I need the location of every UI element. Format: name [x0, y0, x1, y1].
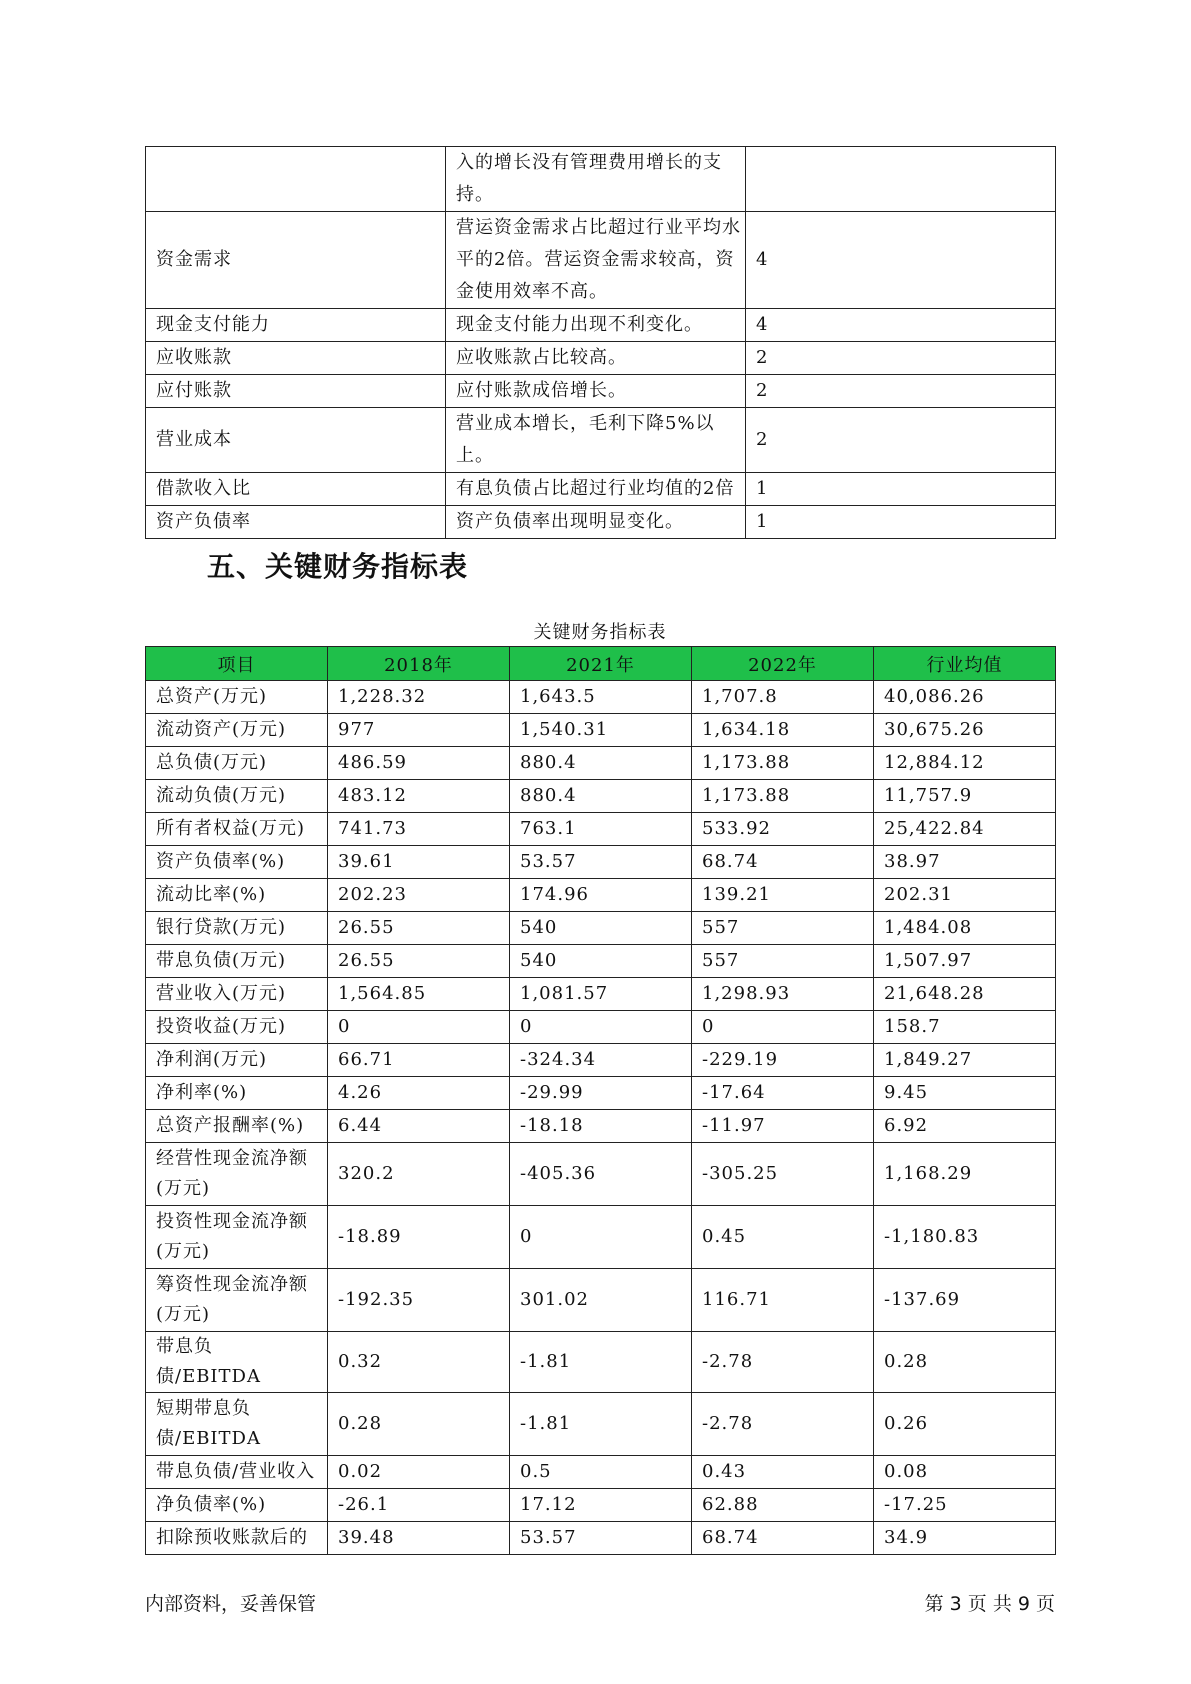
value-2021: 540	[510, 945, 692, 978]
value-2022: -229.19	[692, 1044, 874, 1077]
risk-description: 营业成本增长，毛利下降5%以上。	[446, 408, 746, 473]
column-header: 2018年	[328, 647, 510, 681]
value-2021: 174.96	[510, 879, 692, 912]
risk-score: 1	[746, 473, 1056, 506]
value-2022: 0	[692, 1011, 874, 1044]
risk-score	[746, 147, 1056, 212]
table-row	[146, 506, 1056, 539]
value-industry-average: 21,648.28	[874, 978, 1056, 1011]
value-industry-average: 11,757.9	[874, 780, 1056, 813]
indicator-name: 流动资产(万元)	[146, 714, 328, 747]
table-row	[146, 879, 1056, 912]
risk-item: 现金支付能力	[146, 309, 446, 342]
risk-score: 4	[746, 212, 1056, 309]
value-industry-average: -1,180.83	[874, 1206, 1056, 1269]
table-row	[146, 408, 1056, 473]
table-caption: 关键财务指标表	[533, 622, 667, 643]
risk-item: 借款收入比	[146, 473, 446, 506]
indicator-name: 资产负债率(%)	[146, 846, 328, 879]
indicator-name: 净利率(%)	[146, 1077, 328, 1110]
indicator-name: 营业收入(万元)	[146, 978, 328, 1011]
value-2021: 17.12	[510, 1489, 692, 1522]
value-industry-average: 25,422.84	[874, 813, 1056, 846]
indicator-name: 总资产报酬率(%)	[146, 1110, 328, 1143]
value-industry-average: 1,484.08	[874, 912, 1056, 945]
value-2018: 39.48	[328, 1522, 510, 1555]
table-row	[146, 780, 1056, 813]
value-2018: 26.55	[328, 912, 510, 945]
value-industry-average: 1,168.29	[874, 1143, 1056, 1206]
value-2021: -1.81	[510, 1393, 692, 1456]
risk-item: 应付账款	[146, 375, 446, 408]
value-2021: -29.99	[510, 1077, 692, 1110]
value-2022: 0.45	[692, 1206, 874, 1269]
risk-description: 入的增长没有管理费用增长的支持。	[446, 147, 746, 212]
value-2021: -18.18	[510, 1110, 692, 1143]
risk-score: 1	[746, 506, 1056, 539]
value-2022: 557	[692, 945, 874, 978]
value-2018: 39.61	[328, 846, 510, 879]
value-2022: -2.78	[692, 1332, 874, 1393]
table-row	[146, 978, 1056, 1011]
table-row	[146, 1044, 1056, 1077]
indicator-name: 短期带息负债/EBITDA	[146, 1393, 328, 1456]
value-2021: 53.57	[510, 846, 692, 879]
value-2021: 0.5	[510, 1456, 692, 1489]
indicator-name: 带息负债/营业收入	[146, 1456, 328, 1489]
value-2018: 1,564.85	[328, 978, 510, 1011]
table-row	[146, 1206, 1056, 1269]
value-2021: 1,081.57	[510, 978, 692, 1011]
risk-item	[146, 147, 446, 212]
risk-description: 资产负债率出现明显变化。	[446, 506, 746, 539]
risk-description: 现金支付能力出现不利变化。	[446, 309, 746, 342]
value-2021: 540	[510, 912, 692, 945]
value-industry-average: 158.7	[874, 1011, 1056, 1044]
value-2018: 741.73	[328, 813, 510, 846]
value-2018: 483.12	[328, 780, 510, 813]
value-2022: 1,173.88	[692, 780, 874, 813]
indicator-name: 总资产(万元)	[146, 681, 328, 714]
risk-description: 应付账款成倍增长。	[446, 375, 746, 408]
value-2018: 0.28	[328, 1393, 510, 1456]
value-2018: -26.1	[328, 1489, 510, 1522]
value-2022: -17.64	[692, 1077, 874, 1110]
value-2018: 0	[328, 1011, 510, 1044]
section-heading: 五、关键财务指标表	[207, 550, 469, 583]
value-industry-average: 0.28	[874, 1332, 1056, 1393]
value-2021: 53.57	[510, 1522, 692, 1555]
value-industry-average: 12,884.12	[874, 747, 1056, 780]
value-2021: 0	[510, 1011, 692, 1044]
value-2022: 533.92	[692, 813, 874, 846]
risk-score: 4	[746, 309, 1056, 342]
table-header-row	[146, 647, 1056, 681]
risk-score: 2	[746, 375, 1056, 408]
table-row	[146, 342, 1056, 375]
value-industry-average: 0.26	[874, 1393, 1056, 1456]
value-2022: 139.21	[692, 879, 874, 912]
value-2022: -305.25	[692, 1143, 874, 1206]
financial-table-body	[146, 681, 1056, 1555]
value-2021: 301.02	[510, 1269, 692, 1332]
value-2018: 486.59	[328, 747, 510, 780]
value-2021: 763.1	[510, 813, 692, 846]
value-industry-average: 0.08	[874, 1456, 1056, 1489]
value-2018: 202.23	[328, 879, 510, 912]
value-2018: 6.44	[328, 1110, 510, 1143]
table-row	[146, 1269, 1056, 1332]
footer-page-number: 第 3 页 共 9 页	[924, 1593, 1055, 1615]
column-header: 项目	[146, 647, 328, 681]
table-row	[146, 1522, 1056, 1555]
value-industry-average: 34.9	[874, 1522, 1056, 1555]
value-2022: 116.71	[692, 1269, 874, 1332]
risk-item: 资产负债率	[146, 506, 446, 539]
value-2018: 66.71	[328, 1044, 510, 1077]
value-industry-average: 6.92	[874, 1110, 1056, 1143]
value-2022: 0.43	[692, 1456, 874, 1489]
value-2018: -192.35	[328, 1269, 510, 1332]
risk-item: 资金需求	[146, 212, 446, 309]
value-2021: 880.4	[510, 780, 692, 813]
indicator-name: 扣除预收账款后的	[146, 1522, 328, 1555]
table-row	[146, 1393, 1056, 1456]
value-industry-average: -137.69	[874, 1269, 1056, 1332]
value-industry-average: 9.45	[874, 1077, 1056, 1110]
table-row	[146, 747, 1056, 780]
value-2021: 0	[510, 1206, 692, 1269]
risk-score: 2	[746, 342, 1056, 375]
value-2018: 0.02	[328, 1456, 510, 1489]
indicator-name: 银行贷款(万元)	[146, 912, 328, 945]
value-2021: 1,540.31	[510, 714, 692, 747]
value-2022: -11.97	[692, 1110, 874, 1143]
table-row	[146, 1011, 1056, 1044]
table-row	[146, 473, 1056, 506]
indicator-name: 带息负债/EBITDA	[146, 1332, 328, 1393]
indicator-name: 投资性现金流净额(万元)	[146, 1206, 328, 1269]
table-row	[146, 1143, 1056, 1206]
table-row	[146, 1077, 1056, 1110]
indicator-name: 带息负债(万元)	[146, 945, 328, 978]
risk-item: 营业成本	[146, 408, 446, 473]
value-2018: 4.26	[328, 1077, 510, 1110]
table-row	[146, 846, 1056, 879]
value-2022: 1,298.93	[692, 978, 874, 1011]
table-row	[146, 714, 1056, 747]
table-row	[146, 147, 1056, 212]
table-row	[146, 681, 1056, 714]
value-2022: 1,173.88	[692, 747, 874, 780]
financial-indicators-table	[145, 646, 1056, 1555]
column-header: 行业均值	[874, 647, 1056, 681]
table-row	[146, 212, 1056, 309]
value-2021: -405.36	[510, 1143, 692, 1206]
indicator-name: 流动负债(万元)	[146, 780, 328, 813]
table-row	[146, 1332, 1056, 1393]
table-row	[146, 912, 1056, 945]
value-industry-average: 1,849.27	[874, 1044, 1056, 1077]
indicator-name: 净负债率(%)	[146, 1489, 328, 1522]
value-industry-average: 202.31	[874, 879, 1056, 912]
table-row	[146, 1456, 1056, 1489]
value-2018: 0.32	[328, 1332, 510, 1393]
risk-indicator-table	[145, 146, 1056, 539]
value-2022: 62.88	[692, 1489, 874, 1522]
value-2022: 1,634.18	[692, 714, 874, 747]
table-row	[146, 375, 1056, 408]
indicator-name: 经营性现金流净额(万元)	[146, 1143, 328, 1206]
value-2022: 557	[692, 912, 874, 945]
value-2022: -2.78	[692, 1393, 874, 1456]
value-2018: 26.55	[328, 945, 510, 978]
table-row	[146, 309, 1056, 342]
indicator-name: 筹资性现金流净额(万元)	[146, 1269, 328, 1332]
indicator-name: 净利润(万元)	[146, 1044, 328, 1077]
value-2021: 1,643.5	[510, 681, 692, 714]
table-row	[146, 1489, 1056, 1522]
value-2018: 977	[328, 714, 510, 747]
indicator-name: 所有者权益(万元)	[146, 813, 328, 846]
risk-description: 应收账款占比较高。	[446, 342, 746, 375]
value-2021: 880.4	[510, 747, 692, 780]
table-row	[146, 945, 1056, 978]
risk-description: 有息负债占比超过行业均值的2倍	[446, 473, 746, 506]
indicator-name: 流动比率(%)	[146, 879, 328, 912]
risk-score: 2	[746, 408, 1056, 473]
value-industry-average: 38.97	[874, 846, 1056, 879]
value-industry-average: -17.25	[874, 1489, 1056, 1522]
value-2021: -324.34	[510, 1044, 692, 1077]
table-row	[146, 1110, 1056, 1143]
value-industry-average: 30,675.26	[874, 714, 1056, 747]
value-2022: 68.74	[692, 846, 874, 879]
column-header: 2021年	[510, 647, 692, 681]
value-2022: 1,707.8	[692, 681, 874, 714]
risk-item: 应收账款	[146, 342, 446, 375]
value-industry-average: 40,086.26	[874, 681, 1056, 714]
value-2021: -1.81	[510, 1332, 692, 1393]
value-2018: -18.89	[328, 1206, 510, 1269]
value-2022: 68.74	[692, 1522, 874, 1555]
value-industry-average: 1,507.97	[874, 945, 1056, 978]
value-2018: 320.2	[328, 1143, 510, 1206]
indicator-name: 投资收益(万元)	[146, 1011, 328, 1044]
column-header: 2022年	[692, 647, 874, 681]
table-row	[146, 813, 1056, 846]
indicator-name: 总负债(万元)	[146, 747, 328, 780]
risk-description: 营运资金需求占比超过行业平均水平的2倍。营运资金需求较高，资金使用效率不高。	[446, 212, 746, 309]
footer-confidential-note: 内部资料，妥善保管	[145, 1593, 317, 1615]
value-2018: 1,228.32	[328, 681, 510, 714]
